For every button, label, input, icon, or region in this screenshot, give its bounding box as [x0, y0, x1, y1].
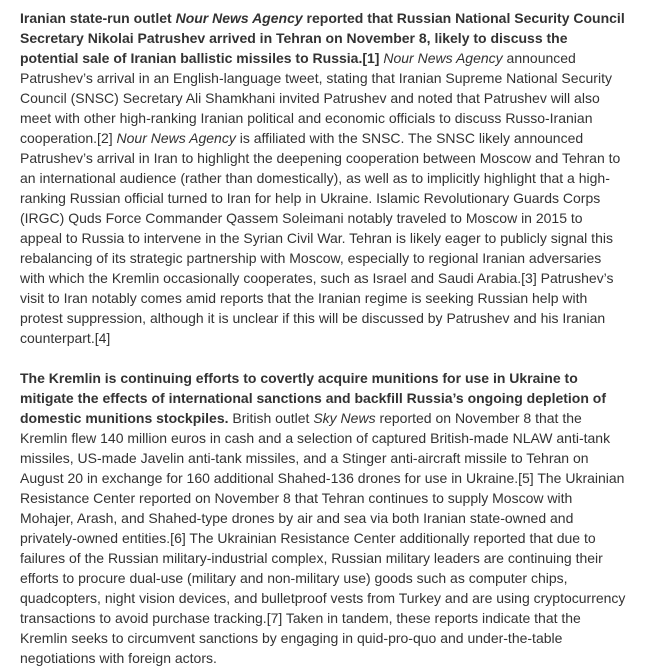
text-run: announced Patrushev’s arrival in an English-language tweet, stating that Iranian Supreme National Security Council (SNSC) Secretary Ali Shamkhani invited Patrushev and noted that Patrushev will also meet with other high-ranking Iranian political and economic officials to discuss Russo-Iranian cooperation.[2]	[20, 50, 612, 146]
text-run-bold: reported that Russian National Security Council Secretary Nikolai Patrushev arrived in Tehran on November 8, likely to discuss the potential sale of Iranian ballistic missiles to Russia.[1]	[20, 10, 625, 66]
outlet-name-nour-news-agency: Nour News Agency	[116, 130, 236, 146]
paragraph-patrushev-tehran-visit	[20, 8, 628, 348]
outlet-name-sky-news: Sky News	[313, 410, 376, 426]
text-run: is affiliated with the SNSC. The SNSC likely announced Patrushev’s arrival in Iran to highlight the deepening cooperation between Moscow and Tehran to an international audience (rather than domestically), as well as to implicitly highlight that a high-ranking Russian official turned to Iran for help in Ukraine. Islamic Revolutionary Guards Corps (IRGC) Quds Force Commander Qassem Soleimani notably traveled to Moscow in 2015 to appeal to Russia to intervene in the Syrian Civil War. Tehran is likely eager to publicly signal this rebalancing of its strategic partnership with Moscow, especially to regional Iranian adversaries with which the Kremlin occasionally cooperates, such as Israel and Saudi Arabia.[3] Patrushev’s visit to Iran notably comes amid reports that the Iranian regime is seeking Russian help with protest suppression, although it is unclear if this will be discussed by Patrushev and his Iranian counterpart.[4]	[20, 130, 621, 346]
text-run: British outlet	[232, 410, 314, 426]
text-run: reported on November 8 that the Kremlin flew 140 million euros in cash and a selection of captured British-made NLAW anti-tank missiles, US-made Javelin anti-tank missiles, and a Stinger anti-aircraft missile to Tehran on August 20 in exchange for 160 additional Shahed-136 drones for use in Ukraine.[5] The Ukrainian Resistance Center reported on November 8 that Tehran continues to supply Moscow with Mohajer, Arash, and Shahed-type drones by air and sea via both Iranian state-owned and privately-owned entities.[6] The Ukrainian Resistance Center additionally reported that due to failures of the Russian military-industrial complex, Russian military leaders are continuing their efforts to procure dual-use (military and non-military use) goods such as computer chips, quadcopters, night vision devices, and bulletproof vests from Turkey and are using cryptocurrency transactions to avoid purchase tracking.[7] Taken in tandem, these reports indicate that the Kremlin seeks to circumvent sanctions by engaging in quid-pro-quo and under-the-table negotiations with foreign actors.	[20, 410, 626, 666]
outlet-name-nour-news-agency: Nour News Agency	[175, 10, 303, 26]
text-run-bold: The Kremlin is continuing efforts to covertly acquire munitions for use in Ukraine to mitigate the effects of international sanctions and backfill Russia’s ongoing depletion of domestic munitions stockpiles.	[20, 370, 606, 426]
paragraph-kremlin-covert-munitions	[20, 368, 628, 668]
text-run-bold: Iranian state-run outlet	[20, 10, 176, 26]
outlet-name-nour-news-agency: Nour News Agency	[383, 50, 503, 66]
